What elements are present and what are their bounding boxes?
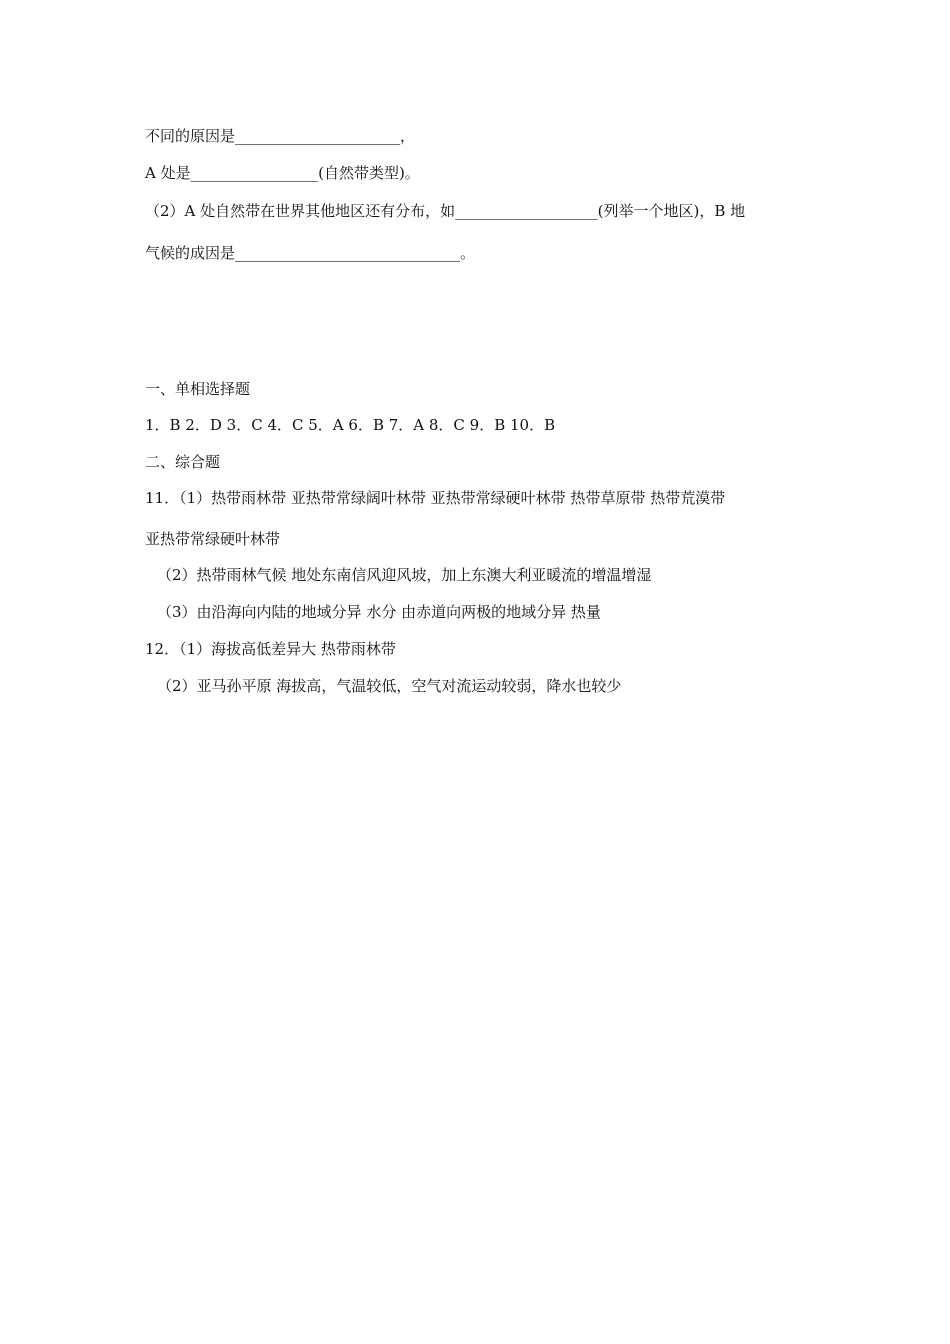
answer-q12-part1: 12．（1）海拔高低差异大 热带雨林带 [145,640,396,658]
answer-q12-part2: （2）亚马孙平原 海拔高，气温较低，空气对流运动较弱，降水也较少 [157,677,622,695]
question-line-climate: 气候的成因是______________________________。 [145,244,476,262]
answer-q11-part1-continued: 亚热带常绿硬叶林带 [145,530,281,548]
question-line-reason: 不同的原因是______________________， [145,127,416,145]
answers-choice-list: 1．B 2．D 3．C 4．C 5．A 6．B 7．A 8．C 9．B 10．B [145,416,556,434]
answers-section-title-comprehensive: 二、综合题 [145,453,221,471]
answer-q11-part2: （2）热带雨林气候 地处东南信风迎风坡，加上东澳大利亚暖流的增温增湿 [157,566,652,584]
question-line-a-zone: A 处是_________________(自然带类型)。 [145,164,420,182]
answers-section-title-choice: 一、单相选择题 [145,380,251,398]
question-line-part2: （2）A 处自然带在世界其他地区还有分布，如___________________(列举一个地区)，B 地 [145,202,746,220]
answer-q11-part3: （3）由沿海向内陆的地域分异 水分 由赤道向两极的地域分异 热量 [157,603,601,621]
answer-q11-part1: 11．（1）热带雨林带 亚热带常绿阔叶林带 亚热带常绿硬叶林带 热带草原带 热带荒漠带 [145,489,726,507]
